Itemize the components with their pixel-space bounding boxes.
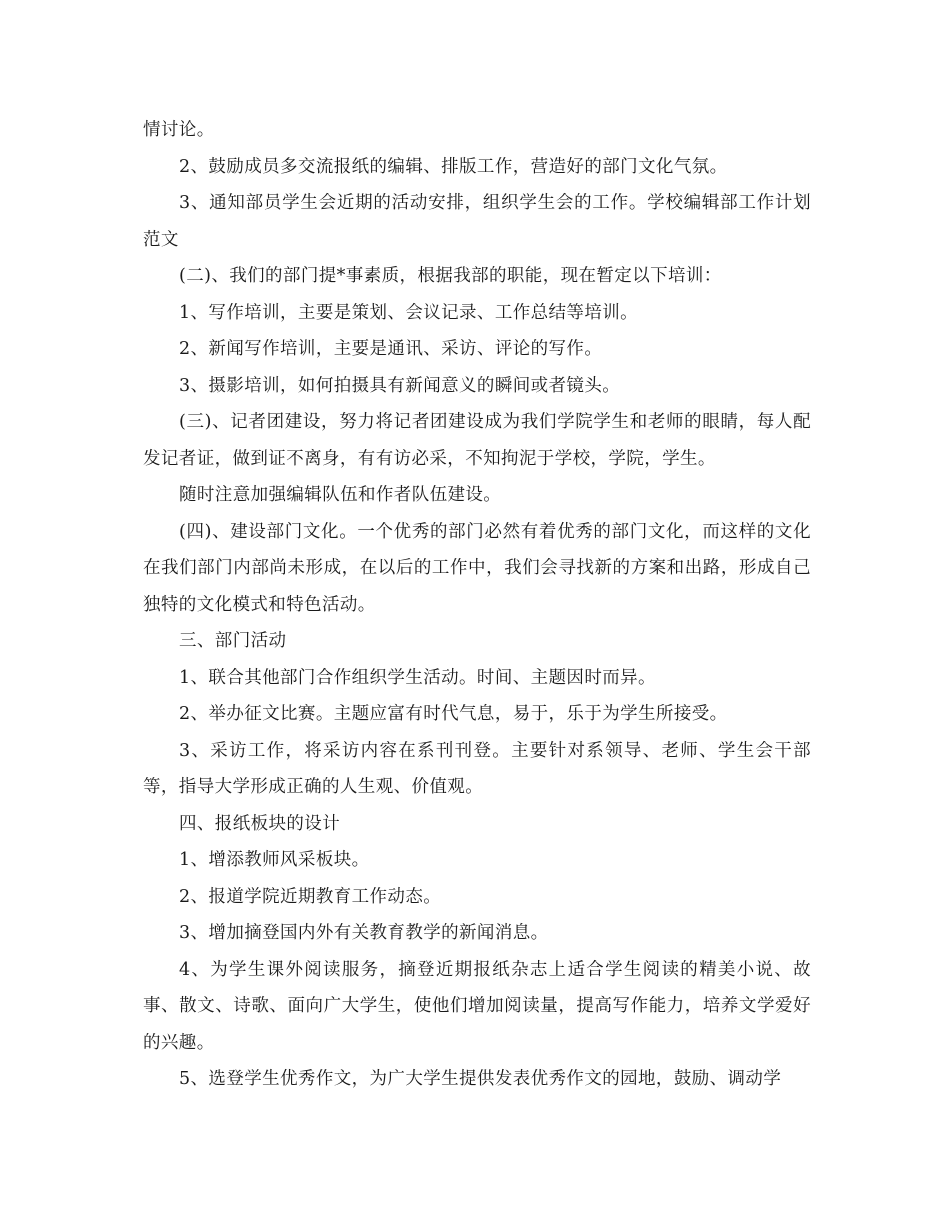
paragraph: 5、选登学生优秀作文，为广大学生提供发表优秀作文的园地，鼓励、调动学	[179, 1069, 782, 1089]
section-heading: 三、部门活动	[179, 631, 287, 651]
paragraph: 3、采访工作，将采访内容在系刊刊登。主要针对系领导、老师、学生会干部等，指导大学形成正确的人生观、价值观。	[143, 740, 811, 797]
section-heading: 四、报纸板块的设计	[179, 813, 341, 834]
paragraph: 情讨论。	[143, 120, 215, 140]
paragraph: 4、为学生课外阅读服务，摘登近期报纸杂志上适合学生阅读的精美小说、故事、散文、诗歌、面向广大学生，使他们增加阅读量，提高写作能力，培养文学爱好的兴趣。	[143, 959, 811, 1053]
paragraph: 3、增加摘登国内外有关教育教学的新闻消息。	[179, 923, 549, 943]
paragraph: (三)、记者团建设，努力将记者团建设成为我们学院学生和老师的眼睛，每人配发记者证，做到证不离身，有有访必采，不知拘泥于学校，学院，学生。	[143, 412, 811, 469]
paragraph: (四)、建设部门文化。一个优秀的部门必然有着优秀的部门文化，而这样的文化在我们部门内部尚未形成，在以后的工作中，我们会寻找新的方案和出路，形成自己独特的文化模式和特色活动。	[143, 521, 811, 615]
paragraph: 3、通知部员学生会近期的活动安排，组织学生会的工作。学校编辑部工作计划范文	[143, 193, 811, 250]
paragraph: 1、写作培训，主要是策划、会议记录、工作总结等培训。	[179, 302, 639, 323]
paragraph: 2、举办征文比赛。主题应富有时代气息，易于，乐于为学生所接受。	[179, 704, 728, 724]
paragraph: 随时注意加强编辑队伍和作者队伍建设。	[179, 485, 502, 505]
paragraph: 1、增添教师风采板块。	[179, 850, 370, 870]
paragraph: 2、报道学院近期教育工作动态。	[179, 886, 442, 907]
paragraph: 2、鼓励成员多交流报纸的编辑、排版工作，营造好的部门文化气氛。	[179, 156, 728, 177]
paragraph: 3、摄影培训，如何拍摄具有新闻意义的瞬间或者镜头。	[179, 375, 621, 396]
paragraph: (二)、我们的部门提*事素质，根据我部的职能，现在暂定以下培训：	[179, 266, 722, 286]
paragraph: 1、联合其他部门合作组织学生活动。时间、主题因时而异。	[179, 667, 656, 688]
paragraph: 2、新闻写作培训，主要是通讯、采访、评论的写作。	[179, 339, 603, 359]
document-body	[143, 112, 811, 1098]
